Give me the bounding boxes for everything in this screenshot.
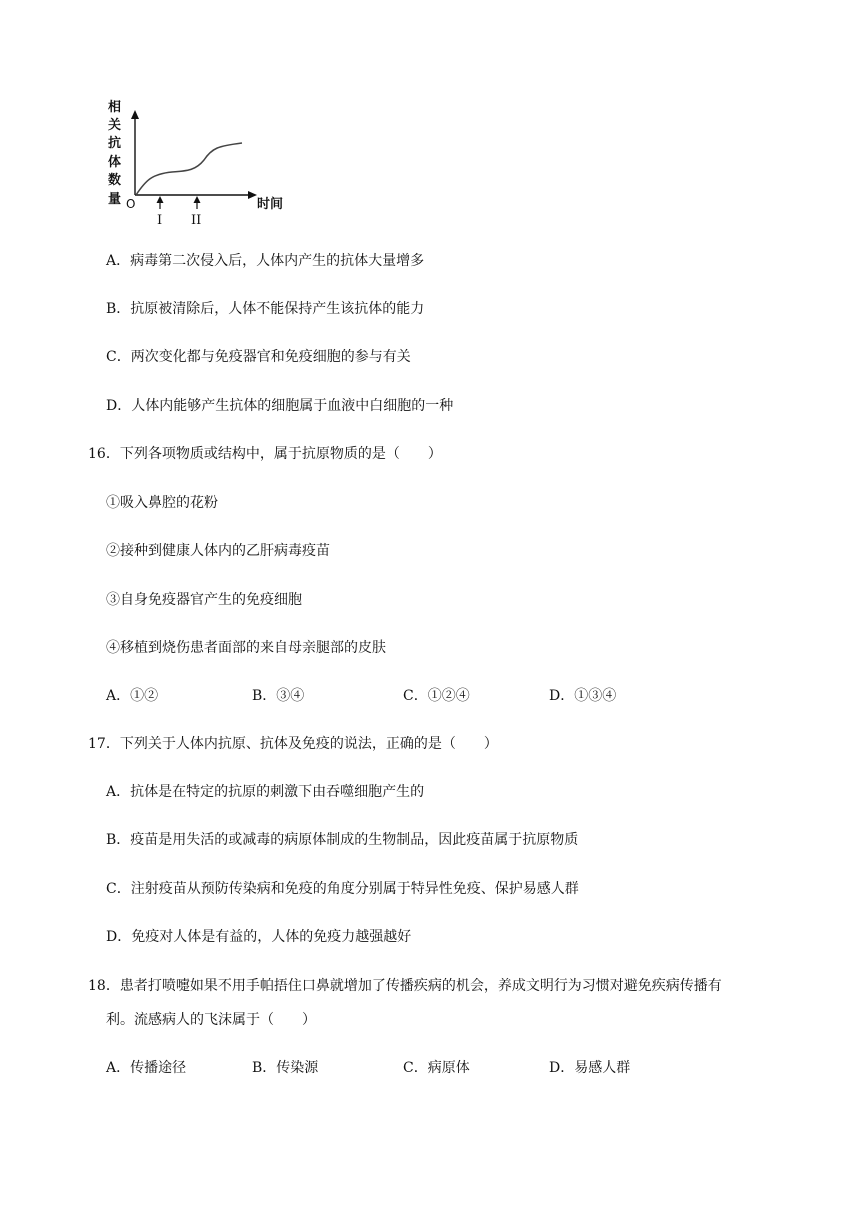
q16-choice-a: A．①② [106,688,159,704]
q16-choice-c: C．①②④ [403,688,470,704]
q17-option-c: C．注射疫苗从预防传染病和免疫的角度分别属于特异性免疫、保护易感人群 [106,881,579,897]
q15-option-b: B．抗原被清除后，人体不能保持产生该抗体的能力 [106,301,425,317]
q16-item-3: ③自身免疫器官产生的免疫细胞 [106,592,302,608]
q17-option-b: B．疫苗是用失活的或减毒的病原体制成的生物制品，因此疫苗属于抗原物质 [106,832,579,848]
q16-item-4: ④移植到烧伤患者面部的来自母亲腿部的皮肤 [106,640,386,656]
q15-option-c: C．两次变化都与免疫器官和免疫细胞的参与有关 [106,349,411,365]
q15-option-a: A．病毒第二次侵入后，人体内产生的抗体大量增多 [106,253,425,269]
q18-choice-c: C．病原体 [403,1060,470,1076]
marker-label-first: I [157,213,163,228]
q18-choice-a: A．传播途径 [106,1060,187,1076]
q15-option-d: D．人体内能够产生抗体的细胞属于血液中白细胞的一种 [106,398,454,414]
q17-option-a: A．抗体是在特定的抗原的刺激下由吞噬细胞产生的 [106,784,425,800]
antibody-curve [136,143,242,195]
y-label-char: 相 [108,100,122,115]
y-label-char: 抗 [108,136,122,151]
q18-choices [0,1058,860,1078]
q18-choice-b: B．传染源 [252,1060,319,1076]
q16-choice-b: B．③④ [252,688,305,704]
q16-stem: 16．下列各项物质或结构中，属于抗原物质的是（ ） [88,446,442,462]
q18-stem-line1: 18．患者打喷嚏如果不用手帕捂住口鼻就增加了传播疾病的机会，养成文明行为习惯对避免疾病传播有 [88,978,722,994]
x-axis-label: 时间 [257,197,284,212]
q16-item-1: ①吸入鼻腔的花粉 [106,495,218,511]
y-label-char: 数 [108,173,122,188]
antibody-curve-figure [100,94,290,230]
marker-label-second: II [191,213,202,228]
y-label-char: 量 [108,192,122,207]
q17-option-d: D．免疫对人体是有益的，人体的免疫力越强越好 [106,929,412,945]
q16-item-2: ②接种到健康人体内的乙肝病毒疫苗 [106,543,330,559]
origin-label: O [126,197,136,211]
y-label-char: 体 [108,155,122,170]
q18-choice-d: D．易感人群 [549,1060,631,1076]
y-label-char: 关 [108,118,122,133]
q17-stem: 17．下列关于人体内抗原、抗体及免疫的说法，正确的是（ ） [88,736,498,752]
q16-choice-d: D．①③④ [549,688,617,704]
q18-stem-line2: 利。流感病人的飞沫属于（ ） [106,1012,316,1028]
q16-choices [0,686,860,706]
